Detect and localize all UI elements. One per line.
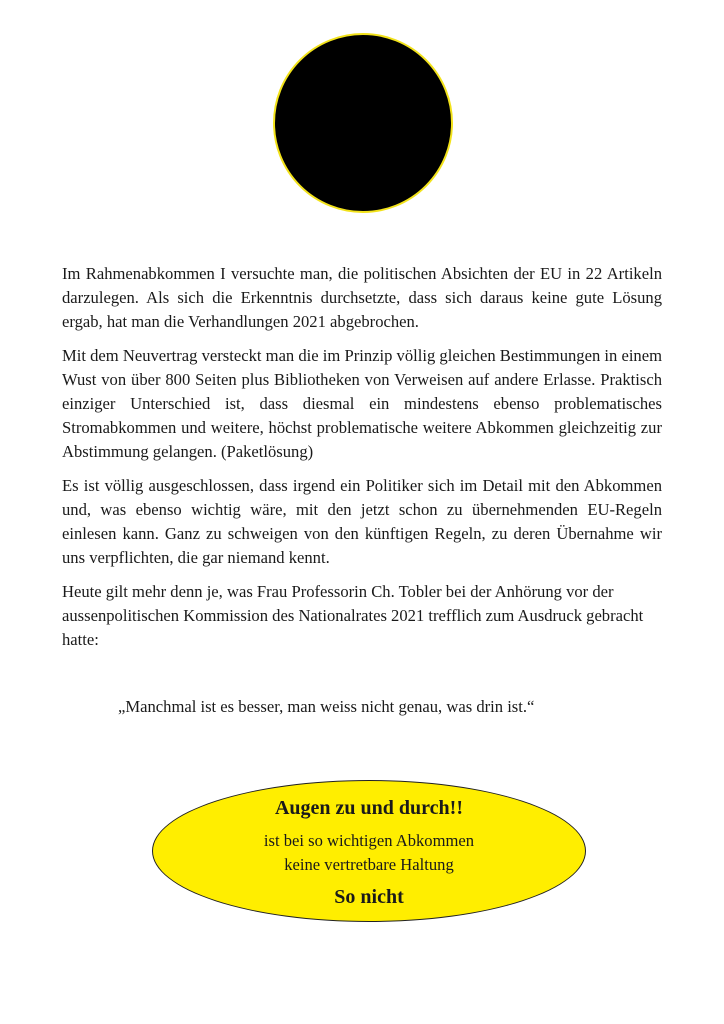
- eclipse-graphic: [273, 33, 453, 213]
- callout-heading: Augen zu und durch!!: [274, 797, 464, 819]
- paragraph-neuvertrag: Mit dem Neuvertrag versteckt man die im Prinzip völlig gleichen Bestimmungen in einem Wust von über 800 Seiten plus Bibliotheken von Verweisen auf andere Erlasse. Praktisch einziger Unterschied ist, dass diesmal ein mindestens ebenso problematisches Stromabkommen und weitere, höchst problematische weitere Abkommen gleichzeitig zur Abstimmung gelangen. (Paketlösung): [62, 346, 663, 461]
- callout-line-1: ist bei so wichtigen Abkommen: [263, 831, 475, 850]
- quote-tobler: „Manchmal ist es besser, man weiss nicht genau, was drin ist.“: [118, 697, 535, 716]
- callout-closing: So nicht: [334, 886, 404, 908]
- body-text: [62, 262, 662, 662]
- callout-ellipse: [152, 780, 586, 922]
- callout-line-2: keine vertretbare Haltung: [284, 855, 454, 874]
- paragraph-tobler: Heute gilt mehr denn je, was Frau Professorin Ch. Tobler bei der Anhörung vor der aussenpolitischen Kommission des Nationalrates 2021 trefflich zum Ausdruck gebracht hatte:: [62, 582, 644, 649]
- paragraph-politiker: Es ist völlig ausgeschlossen, dass irgend ein Politiker sich im Detail mit den Abkommen und, was ebenso wichtig wäre, mit den jetzt schon zu übernehmenden EU-Regeln einlesen kann. Ganz zu schweigen von den künftigen Regeln, zu deren Übernahme wir uns verpflichten, die gar niemand kennt.: [62, 476, 662, 567]
- paragraph-rahmenabkommen: Im Rahmenabkommen I versuchte man, die politischen Absichten der EU in 22 Artikeln darzulegen. Als sich die Erkenntnis durchsetzte, dass sich daraus keine gute Lösung ergab, hat man die Verhandlungen 2021 abgebrochen.: [62, 264, 662, 331]
